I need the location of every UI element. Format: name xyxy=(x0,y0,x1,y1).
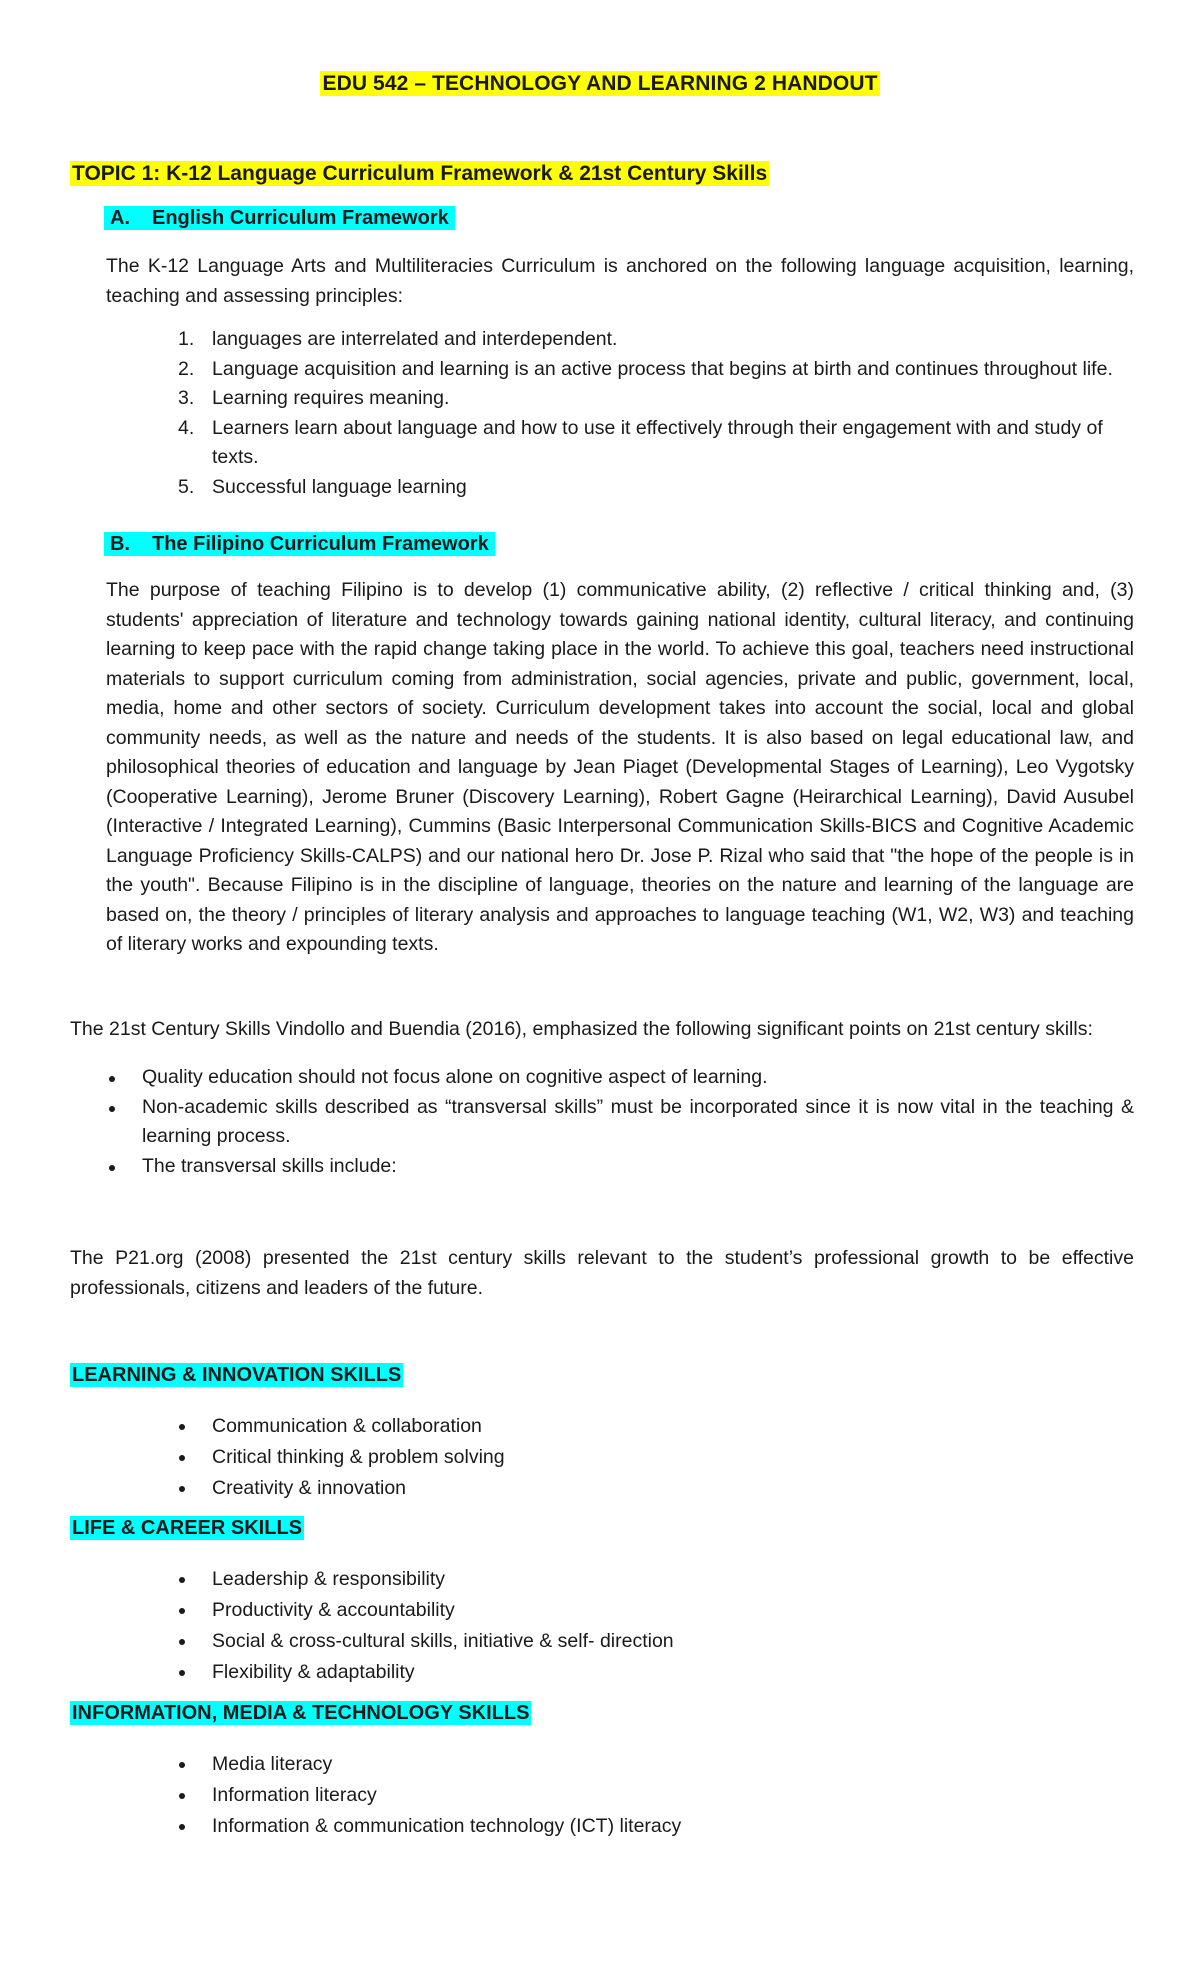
section-b-number: B. xyxy=(110,533,130,555)
section-b-body: The purpose of teaching Filipino is to develop (1) communicative ability, (2) reflective / critical thinking and, (3) students' appreciation of literature and technology towards gaining national identity, cultural literacy, and continuing learning to keep pace with the rapid change taking place in the world. To achieve this goal, teachers need instructional materials to support curriculum coming from administration, social agencies, private and public, government, local, media, home and other sectors of society. Curriculum development takes into account the social, local and global community needs, as well as the nature and needs of the students. It is also based on legal educational law, and philosophical theories of education and language by Jean Piaget (Developmental Stages of Learning), Leo Vygotsky (Cooperative Learning), Jerome Bruner (Discovery Learning), Robert Gagne (Heirarchical Learning), David Ausubel (Interactive / Integrated Learning), Cummins (Basic Interpersonal Communication Skills-BICS and Cognitive Academic Language Proficiency Skills-CALPS) and our national hero Dr. Jose P. Rizal who said that "the hope of the people is in the youth". Because Filipino is in the discipline of language, theories on the nature and learning of the language are based on, the theory / principles of literary analysis and approaches to language teaching (W1, W2, W3) and teaching of literary works and expounding texts. xyxy=(106,579,1134,955)
topic-heading xyxy=(70,162,769,186)
section-a-title: English Curriculum Framework xyxy=(152,207,449,229)
list-item: 3. Learning requires meaning. xyxy=(178,387,450,409)
principles-list xyxy=(178,325,1132,502)
list-item: Information & communication technology (ICT) literacy xyxy=(212,1811,1112,1842)
list-item: Media literacy xyxy=(212,1749,1112,1780)
list-item: The transversal skills include: xyxy=(142,1152,1134,1182)
topic-text: TOPIC 1: K-12 Language Curriculum Framework & 21st Century Skills xyxy=(72,162,768,185)
list-item: 2. Language acquisition and learning is an active process that begins at birth and continues throughout life. xyxy=(178,357,1113,380)
list-item: 4. Learners learn about language and how to use it effectively through their engagement with and study of texts. xyxy=(178,416,1103,468)
list-item: Productivity & accountability xyxy=(212,1595,1112,1626)
century-intro: The 21st Century Skills Vindollo and Buendia (2016), emphasized the following significant points on 21st century skills: xyxy=(70,1018,1093,1040)
list-item: Quality education should not focus alone on cognitive aspect of learning. xyxy=(142,1063,1134,1093)
title-text: EDU 542 – TECHNOLOGY AND LEARNING 2 HANDOUT xyxy=(322,72,878,95)
list-item: Non-academic skills described as “transversal skills” must be incorporated since it is now vital in the teaching & learning process. xyxy=(142,1093,1134,1152)
list-item: Critical thinking & problem solving xyxy=(212,1442,1112,1473)
info-media-tech-list xyxy=(212,1749,1112,1842)
list-item: Flexibility & adaptability xyxy=(212,1657,1112,1688)
list-item: Social & cross-cultural skills, initiative & self- direction xyxy=(212,1626,1112,1657)
life-career-heading: LIFE & CAREER SKILLS xyxy=(72,1517,303,1539)
section-a-heading xyxy=(104,206,455,231)
learning-innovation-list xyxy=(212,1411,1112,1504)
century-bullets xyxy=(142,1063,1134,1181)
section-b-title: The Filipino Curriculum Framework xyxy=(152,533,489,555)
list-item: Information literacy xyxy=(212,1780,1112,1811)
list-item: Leadership & responsibility xyxy=(212,1564,1112,1595)
page-title xyxy=(0,72,1200,96)
learning-innovation-heading: LEARNING & INNOVATION SKILLS xyxy=(72,1364,402,1386)
info-media-tech-heading: INFORMATION, MEDIA & TECHNOLOGY SKILLS xyxy=(72,1702,530,1724)
life-career-list xyxy=(212,1564,1112,1688)
list-item: 5. Successful language learning xyxy=(178,475,467,498)
section-b-heading xyxy=(104,532,495,557)
section-a-intro: The K-12 Language Arts and Multiliteracies Curriculum is anchored on the following language acquisition, learning, teaching and assessing principles: xyxy=(106,255,1134,307)
section-a-number: A. xyxy=(110,207,130,229)
list-item: Creativity & innovation xyxy=(212,1473,1112,1504)
p21-paragraph: The P21.org (2008) presented the 21st century skills relevant to the student’s professional growth to be effective professionals, citizens and leaders of the future. xyxy=(70,1247,1134,1299)
list-item: 1. languages are interrelated and interdependent. xyxy=(178,328,618,350)
list-item: Communication & collaboration xyxy=(212,1411,1112,1442)
